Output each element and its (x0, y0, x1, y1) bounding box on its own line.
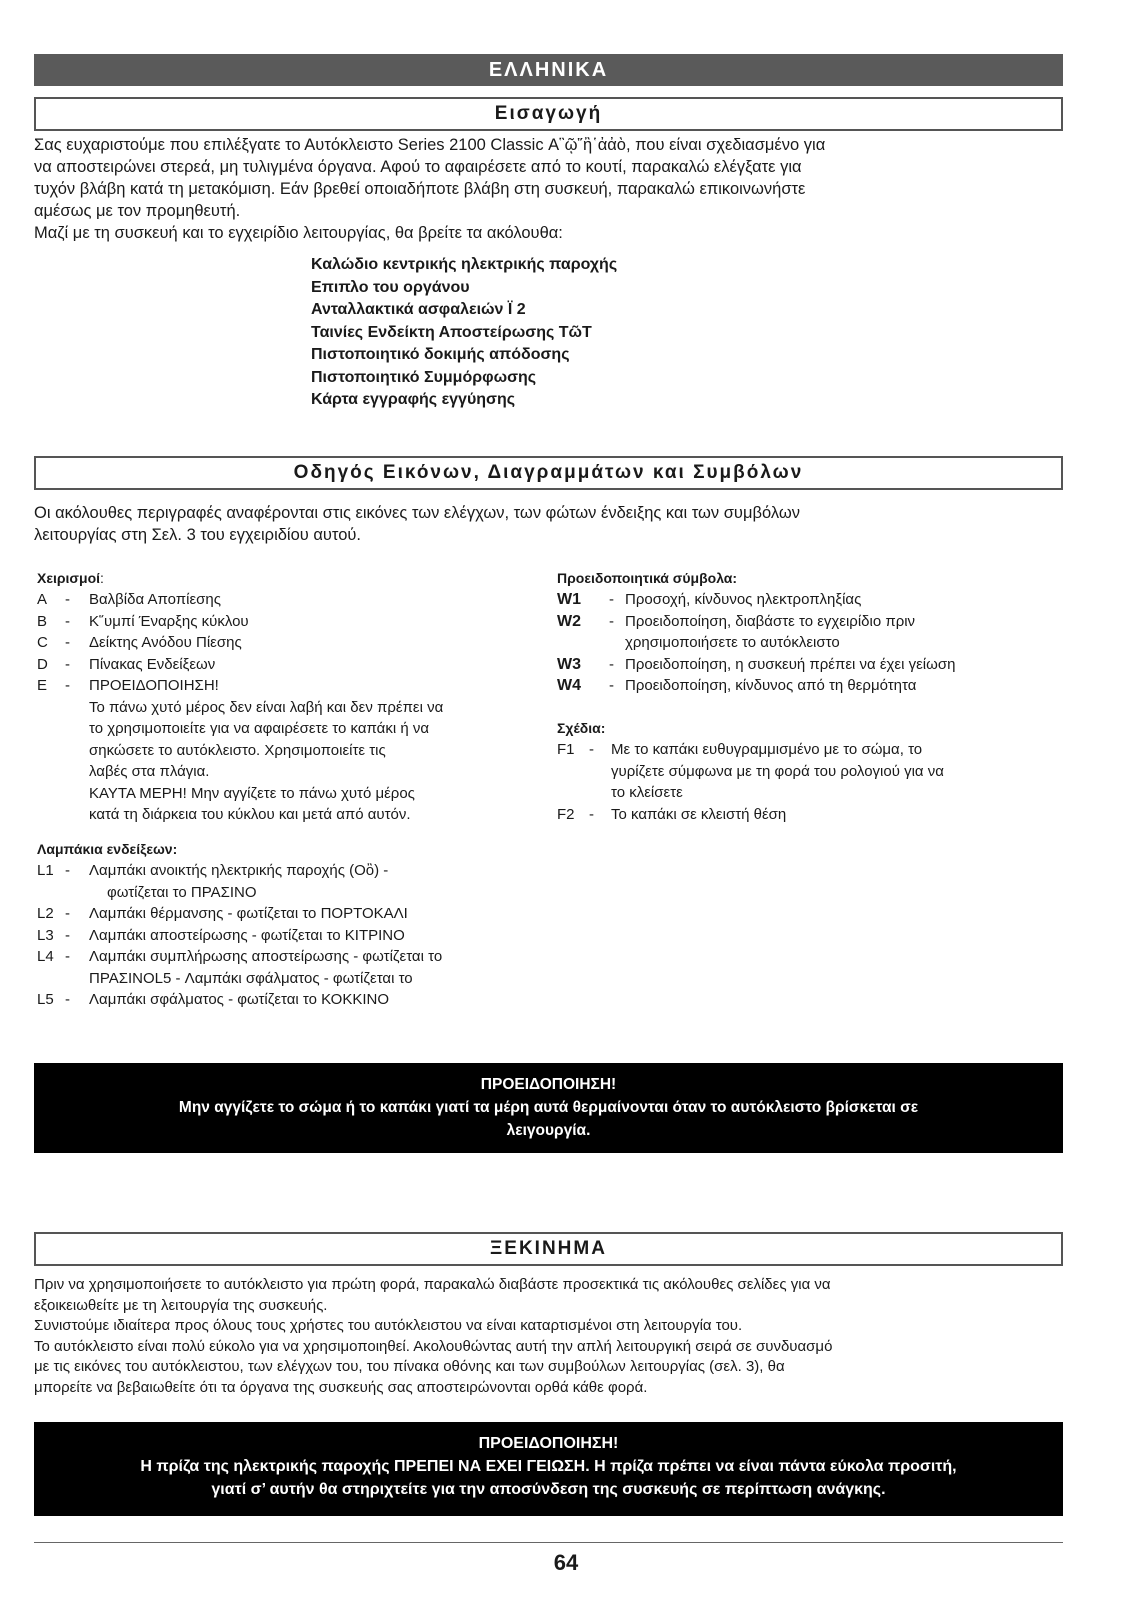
lamp-code: L3 (37, 926, 54, 944)
warning-box-hot-parts (34, 1063, 1063, 1153)
warning-symbol-row (557, 589, 1062, 611)
warning-symbol-text: Προειδοποίηση, κίνδυνος από τη θερμότητα (625, 677, 917, 694)
intro-line: αμέσως με τον προμηθευτή. (34, 202, 241, 220)
dash: - (65, 634, 70, 651)
dash: - (65, 991, 70, 1008)
lamp-code: L1 (37, 862, 54, 879)
warning-text: λειγουργία. (506, 1122, 591, 1139)
guide-line: λειτουργίας στη Σελ. 3 του εγχειριδίου αυτού. (34, 526, 362, 544)
language-banner: ΕΛΛΗΝΙΚΑ (34, 54, 1063, 86)
control-row (37, 675, 547, 697)
lamp-text: Λαμπάκι συμπλήρωσης αποστείρωσης - φωτίζεται το (89, 948, 443, 965)
control-text: Πίνακας Ενδείξεων (89, 655, 216, 673)
control-code: E (37, 677, 48, 694)
control-e-line: το χρησιμοποιείτε για να αφαιρέσετε το καπάκι ή να (89, 720, 430, 737)
lamp-text-continued: ΠΡΑΣΙΝΟL5 - Λαμπάκι σφάλματος - φωτίζεται το (89, 969, 413, 987)
start-line: μπορείτε να βεβαιωθείτε ότι τα όργανα της συσκευής σας αποστειρώνονται ορθά κάθε φορά. (34, 1378, 648, 1396)
start-heading: ΞΕΚΙΝΗΜΑ (34, 1232, 1063, 1266)
footer-divider (34, 1542, 1063, 1543)
control-text: Βαλβίδα Αποπίεσης (89, 591, 221, 608)
guide-heading: Οδηγός Εικόνων, Διαγραμμάτων και Συμβόλων (34, 456, 1063, 490)
lamp-text: Λαμπάκι ανοικτής ηλεκτρικής παροχής (Οὂ) - (89, 862, 389, 879)
lamp-text: Λαμπάκι θέρμανσης - φωτίζεται το ΠΟΡΤΟΚΑΛΙ (89, 905, 408, 922)
guide-paragraph (34, 502, 1064, 546)
control-code: D (37, 655, 48, 673)
diagram-row (557, 804, 1062, 826)
dash: - (589, 805, 594, 823)
lamp-text: Λαμπάκι αποστείρωσης - φωτίζεται το ΚΙΤΡΙΝΟ (89, 926, 405, 944)
warning-symbol-text: Προειδοποίηση, διαβάστε το εγχειρίδιο πριν (625, 612, 916, 630)
lamp-row (37, 860, 547, 882)
control-row (37, 589, 547, 611)
dash: - (65, 948, 70, 965)
lamp-text: Λαμπάκι σφάλματος - φωτίζεται το ΚΟΚΚΙΝΟ (89, 991, 390, 1008)
controls-section (37, 567, 547, 826)
intro-heading: Εισαγωγή (34, 97, 1063, 131)
start-line: εξοικειωθείτε με τη λειτουργία της συσκευής. (34, 1296, 328, 1314)
start-line: με τις εικόνες του αυτόκλειστου, των ελέγχων του, του πίνακα οθόνης και των συμβούλων λειτουργίας (σελ. 3), θα (34, 1358, 785, 1375)
dash: - (609, 591, 614, 608)
diagram-text: Το καπάκι σε κλειστή θέση (611, 805, 787, 823)
start-line: Συνιστούμε ιδιαίτερα προς όλους τους χρήστες του αυτόκλειστου να είναι καταρτισμένοι στη λειτουργία του. (34, 1317, 743, 1334)
accessory-item: Κάρτα εγγραφής εγγύησης (311, 391, 516, 408)
warning-title: ΠΡΟΕΙΔΟΠΟΙΗΣΗ! (478, 1435, 619, 1452)
start-line: Το αυτόκλειστο είναι πολύ εύκολο για να χρησιμοποιηθεί. Ακολουθώντας αυτή την απλή λειτουργική σειρά σε συνδυασμό (34, 1337, 833, 1355)
control-row (37, 611, 547, 633)
lamp-row (37, 903, 547, 925)
lamp-text-continued: φωτίζεται το ΠΡΑΣΙΝΟ (107, 883, 257, 901)
dash: - (65, 862, 70, 879)
controls-heading-text: Χειρισμοί (37, 570, 101, 586)
dash: - (65, 926, 70, 944)
diagram-text-continued: γυρίζετε σύμφωνα με τη φορά του ρολογιού για να (611, 762, 944, 780)
accessory-item: Πιστοποιητικό Συμμόρφωσης (311, 368, 537, 386)
accessory-item: Ανταλλακτικά ασφαλειών Ϊ 2 (311, 301, 526, 318)
control-code: C (37, 634, 48, 651)
warning-symbol-code: W4 (557, 677, 581, 694)
lamp-code: L2 (37, 905, 54, 922)
lamp-code: L5 (37, 991, 54, 1008)
dash: - (65, 612, 70, 630)
intro-line: να αποστειρώνει στερεά, μη τυλιγμένα όργανα. Αφού το αφαιρέσετε από το κουτί, παρακαλώ ελέγξατε για (34, 158, 802, 176)
lamp-row (37, 989, 547, 1011)
control-e-line: σηκώσετε το αυτόκλειστο. Χρησιμοποιείτε τις (89, 741, 386, 759)
warning-symbol-code: W3 (557, 655, 581, 673)
dash: - (609, 677, 614, 694)
intro-line: τυχόν βλάβη κατά τη μετακόμιση. Εάν βρεθεί οποιαδήποτε βλάβη στη συσκευή, παρακαλώ επικοινωνήστε (34, 180, 806, 198)
start-line: Πριν να χρησιμοποιήσετε το αυτόκλειστο για πρώτη φορά, παρακαλώ διαβάστε προσεκτικά τις ακόλουθες σελίδες για να (34, 1276, 831, 1293)
dash: - (609, 655, 614, 673)
control-e-line: κατά τη διάρκεια του κύκλου και μετά από αυτόν. (89, 806, 411, 823)
control-e-description (37, 697, 547, 826)
dash: - (65, 655, 70, 673)
warning-text: Μην αγγίζετε το σώμα ή το καπάκι γιατί τα μέρη αυτά θερμαίνονται όταν το αυτόκλειστο βρίσκεται σε (178, 1099, 919, 1116)
dash: - (65, 905, 70, 922)
lamp-code: L4 (37, 948, 54, 965)
intro-line: Μαζί με τη συσκευή και το εγχειρίδιο λειτουργίας, θα βρείτε τα ακόλουθα: (34, 224, 563, 242)
warning-title: ΠΡΟΕΙΔΟΠΟΙΗΣΗ! (480, 1076, 617, 1093)
warning-symbol-text-continued: χρησιμοποιήσετε το αυτόκλειστο (625, 634, 840, 651)
control-text: Δείκτης Ανόδου Πίεσης (89, 634, 242, 651)
accessory-item: Επιπλο του οργάνου (311, 278, 470, 296)
intro-line: Σας ευχαριστούμε που επιλέξγατε το Αυτόκλειστο Series 2100 Classic Α῝ῷ῞ἢ῾ἀἀὸ, που είναι σχεδιασμένο για (34, 136, 826, 154)
lamp-row (37, 925, 547, 947)
warning-symbol-text: Προειδοποίηση, η συσκευή πρέπει να έχει γείωση (625, 655, 956, 673)
warning-symbol-row (557, 611, 1062, 633)
control-code: B (37, 612, 48, 630)
guide-line: Οι ακόλουθες περιγραφές αναφέρονται στις εικόνες των ελέγχων, των φώτων ένδειξης και των συμβόλων (34, 504, 800, 522)
warning-symbol-code: W1 (557, 591, 581, 608)
diagram-text: Με το καπάκι ευθυγραμμισμένο με το σώμα, το (611, 741, 923, 758)
intro-paragraph (34, 134, 1064, 244)
controls-heading (37, 567, 547, 589)
diagrams-heading: Σχέδια: (557, 720, 606, 736)
page-number: 64 (553, 1550, 579, 1575)
control-row (37, 654, 547, 676)
lamps-heading: Λαμπάκια ενδείξεων: (37, 841, 178, 857)
diagrams-section (557, 717, 1062, 825)
control-row (37, 632, 547, 654)
diagram-code: F1 (557, 741, 575, 758)
diagram-text-continued: το κλείσετε (611, 784, 683, 801)
warning-symbol-text: Προσοχή, κίνδυνος ηλεκτροπληξίας (625, 591, 862, 608)
warning-box-earthing (34, 1422, 1063, 1516)
warning-symbols-heading: Προειδοποιητικά σύμβολα: (557, 570, 738, 586)
diagram-code: F2 (557, 805, 575, 823)
dash: - (589, 741, 594, 758)
accessory-item: Καλώδιο κεντρικής ηλεκτρικής παροχής (311, 256, 618, 273)
warning-text: Η πρίζα της ηλεκτρικής παροχής ΠΡΕΠΕΙ ΝΑ ΕΧΕΙ ΓΕΙΩΣΗ. Η πρίζα πρέπει να είναι πάντα εύκολα προσιτή, (140, 1458, 957, 1475)
control-e-line: Το πάνω χυτό μέρος δεν είναι λαβή και δεν πρέπει να (89, 698, 444, 716)
accessories-list (311, 254, 617, 412)
diagram-row (557, 739, 1062, 761)
control-text: Κ῞υμπί Έναρξης κύκλου (89, 612, 249, 630)
lamps-section (37, 838, 547, 1011)
control-code: A (37, 591, 48, 608)
controls-heading-colon: : (100, 570, 104, 586)
dash: - (65, 591, 70, 608)
dash: - (609, 612, 614, 630)
dash: - (65, 677, 70, 694)
warning-symbol-row (557, 675, 1062, 697)
control-text: ΠΡΟΕΙΔΟΠΟΙΗΣΗ! (89, 677, 219, 694)
warning-text: γιατί σ’ αυτήν θα στηριχτείτε για την αποσύνδεση της συσκευής σε περίπτωση ανάγκης. (211, 1481, 886, 1498)
lamp-row (37, 946, 547, 968)
accessory-item: Ταινίες Ενδείκτη Αποστείρωσης ΤῶΤ (311, 323, 592, 341)
control-e-line: ΚΑΥΤΑ ΜΕΡΗ! Μην αγγίζετε το πάνω χυτό μέρος (89, 784, 415, 802)
warning-symbols-section (557, 567, 1062, 697)
warning-symbol-code: W2 (557, 612, 581, 630)
control-e-line: λαβές στα πλάγια. (89, 763, 210, 780)
accessory-item: Πιστοποιητικό δοκιμής απόδοσης (311, 346, 570, 363)
start-paragraph (34, 1275, 1064, 1398)
warning-symbol-row (557, 654, 1062, 676)
